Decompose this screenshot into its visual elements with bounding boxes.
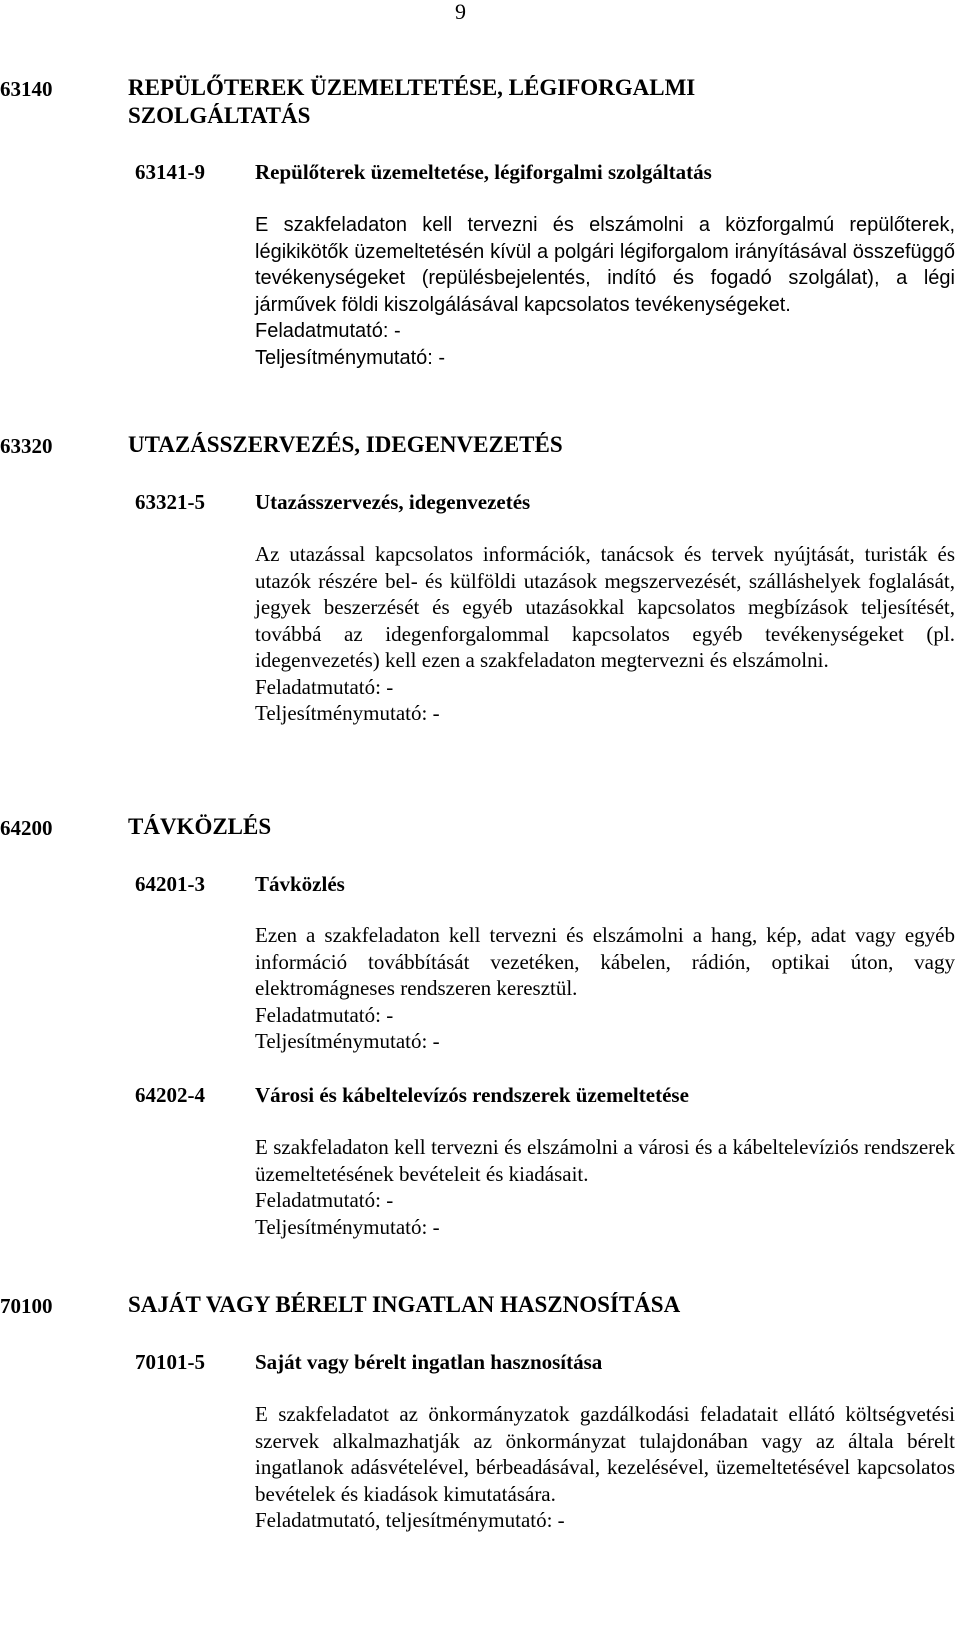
description-text: Az utazással kapcsolatos információk, tanácsok és tervek nyújtását, turisták és utazók részére bel- és külföldi utazások megszervezését, szálláshelyek foglalását, jegyek beszerzését és egyéb utazásokkal kapcsolatos megbízások teljesítését, továbbá az idegenforgalommal kapcsolatos egyéb tevékenységeket (pl. idegenvezetés) kell ezen a szakfeladaton megtervezni és elszámolni. [255, 542, 955, 672]
subsection-title: Repülőterek üzemeltetése, légiforgalmi szolgáltatás [255, 160, 712, 184]
teljesitmenymutato-line: Teljesítménymutató: - [255, 1214, 440, 1239]
section-code: 70100 [0, 1294, 53, 1318]
subsection-code: 63141-9 [135, 160, 205, 184]
feladatmutato-line: Feladatmutató: - [255, 1188, 394, 1212]
feladatmutato-line: Feladatmutató: - [255, 674, 394, 699]
section-title: SAJÁT VAGY BÉRELT INGATLAN HASZNOSÍTÁSA [128, 1292, 681, 1317]
subsection-code: 64201-3 [135, 872, 205, 896]
section-title: REPÜLŐTEREK ÜZEMELTETÉSE, LÉGIFORGALMI SZOLGÁLTATÁS [128, 75, 696, 128]
section-title: TÁVKÖZLÉS [128, 814, 272, 839]
section-code: 64200 [0, 816, 53, 840]
subsection-body [255, 1134, 955, 1240]
description-text: Ezen a szakfeladaton kell tervezni és elszámolni a hang, kép, adat vagy egyéb információ továbbítását vezetéken, kábelen, rádión, optikai úton, vagy elektromágneses rendszeren keresztül. [255, 923, 955, 1000]
section-code: 63320 [0, 434, 53, 458]
subsection-code: 70101-5 [135, 1350, 205, 1374]
subsection-title: Távközlés [255, 872, 345, 896]
teljesitmenymutato-line: Teljesítménymutató: - [255, 346, 446, 369]
description-text: E szakfeladatot az önkormányzatok gazdálkodási feladatait ellátó költségvetési szervek alkalmazhatják az önkormányzat tulajdonában vagy az általa bérelt ingatlanok adásvételével, bérbeadásával, kezelésével, üzemeltetésével kapcsolatos bevételek és kiadások kimutatására. [255, 1402, 955, 1506]
section-title: UTAZÁSSZERVEZÉS, IDEGENVEZETÉS [128, 432, 563, 457]
subsection-body [255, 541, 955, 727]
description-text: E szakfeladaton kell tervezni és elszámolni a közforgalmú repülőterek, légikikötők üzemeltetésén kívül a polgári légiforgalom irányításával összefüggő tevékenységeket (repülésbejelentés, indító és fogadó szolgálat), a légi járművek földi kiszolgálásával kapcsolatos tevékenységeket. [255, 214, 955, 316]
subsection-code: 63321-5 [135, 490, 205, 514]
subsection-title: Utazásszervezés, idegenvezetés [255, 490, 531, 514]
feladatmutato-line: Feladatmutató: - [255, 1002, 394, 1027]
subsection-body [255, 1401, 955, 1534]
subsection-title: Saját vagy bérelt ingatlan hasznosítása [255, 1350, 603, 1374]
teljesitmenymutato-line: Teljesítménymutató: - [255, 701, 440, 725]
subsection-body [255, 212, 955, 371]
feladatmutato-line: Feladatmutató: - [255, 320, 401, 342]
subsection-code: 64202-4 [135, 1083, 205, 1107]
description-text: E szakfeladaton kell tervezni és elszámolni a városi és a kábeltelevíziós rendszerek üzemeltetésének bevételeit és kiadásait. [255, 1135, 955, 1186]
page-number: 9 [455, 0, 466, 24]
subsection-body [255, 922, 955, 1055]
teljesitmenymutato-line: Teljesítménymutató: - [255, 1029, 440, 1053]
mutatok-line: Feladatmutató, teljesítménymutató: - [255, 1508, 565, 1532]
section-code: 63140 [0, 77, 53, 101]
subsection-title: Városi és kábeltelevízós rendszerek üzemeltetése [255, 1083, 689, 1107]
